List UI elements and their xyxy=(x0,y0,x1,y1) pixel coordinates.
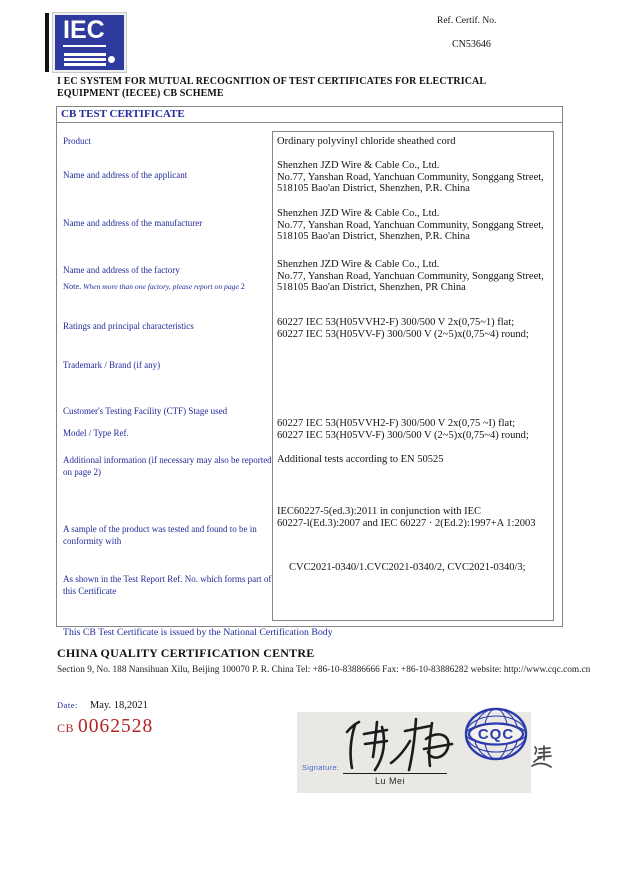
certificate-title: CB TEST CERTIFICATE xyxy=(61,108,185,120)
iec-logo-text: IEC xyxy=(63,16,106,47)
rating-line: 60227 IEC 53(H05VVH2-F) 300/500 V 2x(0,75~1) flat; xyxy=(277,317,515,328)
organization-address: Section 9, No. 188 Nansihuan Xilu, Beijing 100070 P. R. China Tel: +86-10-83886666 Fax: +86-10-83886282 website: http://www.cqc.com.cn xyxy=(57,665,591,675)
factory-label: Name and address of the factory xyxy=(63,265,180,275)
conformity-label: A sample of the product was tested and found to be in conformity with xyxy=(63,524,257,546)
organization-name: CHINA QUALITY CERTIFICATION CENTRE xyxy=(57,646,315,660)
ctf-label: Customer's Testing Facility (CTF) Stage used xyxy=(63,406,228,416)
test-report-label: As shown in the Test Report Ref. No. which forms part of this Certificate xyxy=(63,574,272,596)
date-value: May. 18,2021 xyxy=(89,700,148,711)
address-line: 518105 Bao'an District, Shenzhen, PR China xyxy=(277,282,466,293)
issuer-note: This CB Test Certificate is issued by the National Certification Body xyxy=(63,627,333,638)
cb-prefix: CB xyxy=(57,721,75,735)
cb-certificate-number xyxy=(57,716,153,738)
signature-line xyxy=(343,773,447,774)
factory-note-italic: When more than one factory, please report on page xyxy=(81,282,241,291)
additional-info-value: Additional tests according to EN 50525 xyxy=(277,454,444,465)
rating-line: 60227 IEC 53(H05VV-F) 300/500 V (2~5)x(0,75~4) round; xyxy=(277,328,529,340)
address-line: 518105 Bao'an District, Shenzhen, P.R. China xyxy=(277,183,470,194)
signature-scan-block xyxy=(297,712,531,793)
applicant-value xyxy=(277,160,549,195)
model-type-ref-value xyxy=(277,418,549,441)
conformity-value xyxy=(277,506,549,529)
manufacturer-label: Name and address of the manufacturer xyxy=(63,218,203,228)
address-line: No.77, Yanshan Road, Yanchuan Community, Songgang Street, xyxy=(277,270,544,282)
additional-info-label: Additional information (if necessary may also be reported on page 2) xyxy=(63,455,272,477)
conformity-line: IEC60227-5(ed.3):2011 in conjunction with IEC xyxy=(277,506,482,517)
iec-logo-line xyxy=(64,53,106,56)
date-label: Date: xyxy=(57,700,78,710)
product-value: Ordinary polyvinyl chloride sheathed cord xyxy=(277,136,456,147)
model-type-ref-label: Model / Type Ref. xyxy=(63,428,129,438)
address-line: No.77, Yanshan Road, Yanchuan Community, Songgang Street, xyxy=(277,171,544,183)
iec-logo-dot xyxy=(108,56,115,63)
handwritten-signature-icon xyxy=(335,715,457,773)
iec-logo-line xyxy=(64,63,106,66)
address-line: 518105 Bao'an District, Shenzhen, P.R. China xyxy=(277,231,470,242)
trademark-label: Trademark / Brand (if any) xyxy=(63,360,161,370)
factory-note-prefix: Note. xyxy=(63,282,82,291)
address-line: No.77, Yanshan Road, Yanchuan Community, Songgang Street, xyxy=(277,219,544,231)
iec-logo xyxy=(52,12,127,73)
test-report-value: CVC2021-0340/1.CVC2021-0340/2, CVC2021-0340/3; xyxy=(289,562,526,573)
address-line: Shenzhen JZD Wire & Cable Co., Ltd. xyxy=(277,208,440,219)
cb-number: 0062528 xyxy=(78,716,154,737)
cqc-logo xyxy=(463,706,529,764)
iec-logo-line xyxy=(64,58,106,61)
date-row xyxy=(57,695,148,713)
signature-name: Lu Mei xyxy=(375,776,406,786)
ref-certif-no-value: CN53646 xyxy=(452,39,491,50)
conformity-line: 60227-l(Ed.3):2007 and IEC 60227 · 2(Ed.2):1997+A 1:2003 xyxy=(277,517,536,529)
iec-logo-square xyxy=(55,15,124,70)
applicant-label: Name and address of the applicant xyxy=(63,170,188,180)
address-line: Shenzhen JZD Wire & Cable Co., Ltd. xyxy=(277,160,440,171)
manufacturer-value xyxy=(277,208,549,243)
factory-note xyxy=(63,281,245,293)
stamp-character-jian-icon xyxy=(531,744,553,769)
ratings-label: Ratings and principal characteristics xyxy=(63,321,194,331)
cqc-logo-text: CQC xyxy=(477,726,515,743)
product-label: Product xyxy=(63,136,91,146)
values-box xyxy=(272,131,554,621)
iec-logo-side-bar xyxy=(45,13,49,72)
certificate-title-row xyxy=(57,107,562,123)
model-line: 60227 IEC 53(H05VVH2-F) 300/500 V 2x(0,75 ~I) flat; xyxy=(277,418,516,429)
ratings-value xyxy=(277,317,549,340)
model-line: 60227 IEC 53(H05VV-F) 300/500 V (2~5)x(0,75~4) round; xyxy=(277,429,529,441)
factory-value xyxy=(277,259,549,294)
factory-note-suffix: 2 xyxy=(240,282,245,291)
signature-label: Signature: xyxy=(302,763,340,772)
scheme-title: I EC SYSTEM FOR MUTUAL RECOGNITION OF TEST CERTIFICATES FOR ELECTRICAL EQUIPMENT (IECEE) CB SCHEME xyxy=(57,76,486,99)
ref-certif-no-label: Ref. Certif. No. xyxy=(437,16,497,26)
certificate-table xyxy=(56,106,563,627)
address-line: Shenzhen JZD Wire & Cable Co., Ltd. xyxy=(277,259,440,270)
